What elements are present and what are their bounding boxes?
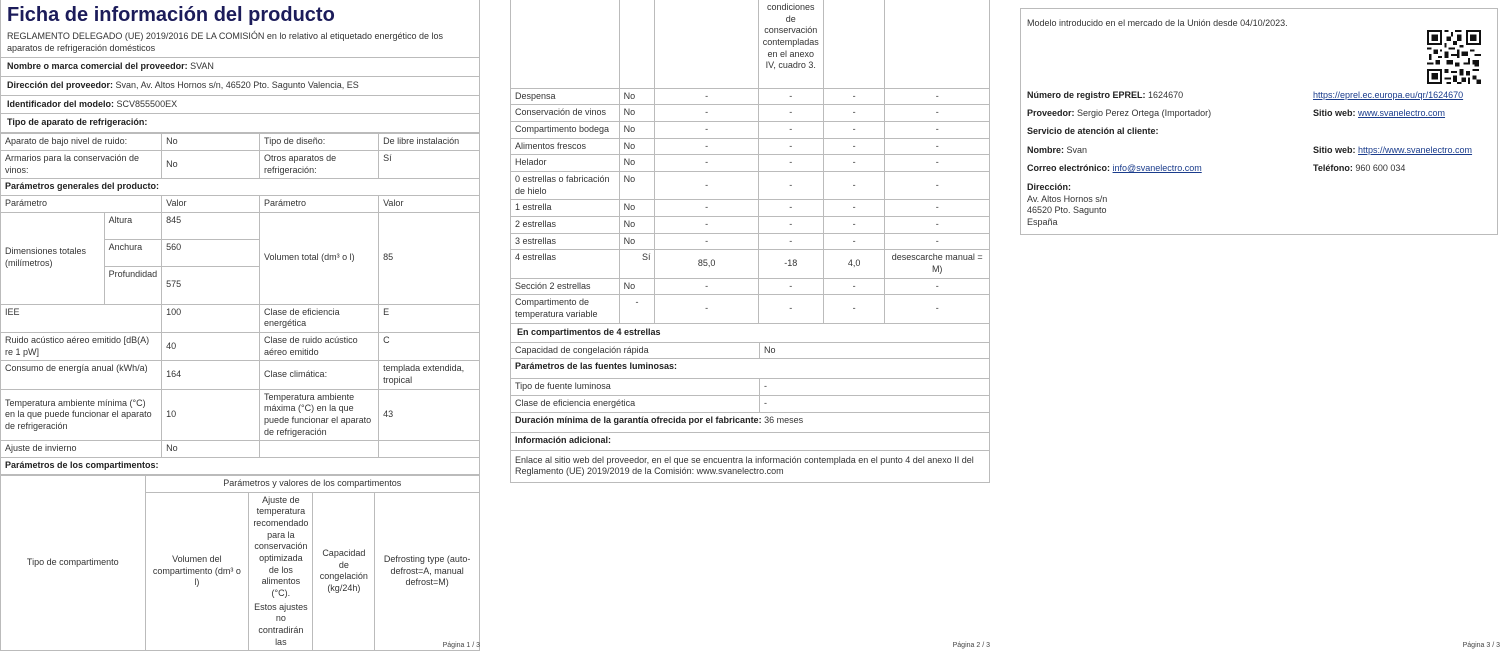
compartment-freeze-cell: -	[823, 278, 885, 295]
col-param-header: Parámetro	[1, 195, 162, 212]
other-value: Sí	[379, 150, 480, 178]
compartment-freeze-cell: -	[823, 121, 885, 138]
phone-row	[1313, 163, 1405, 175]
page-2	[510, 0, 990, 652]
compartment-volume-cell: -	[655, 200, 758, 217]
compartment-defrost-cell: -	[885, 278, 990, 295]
comp-type-header: Tipo de compartimento	[1, 475, 146, 651]
compartment-temp-cell: -	[758, 138, 823, 155]
compartment-volume-cell: -	[655, 233, 758, 250]
compartment-temp-cell: -	[758, 155, 823, 172]
warranty-value: 36 meses	[764, 414, 804, 425]
address-line-1: Av. Altos Hornos s/n	[1027, 193, 1108, 204]
climate-value: templada extendida, tropical	[379, 361, 480, 389]
compartment-temp-cell: -	[758, 217, 823, 234]
compartment-params-heading: Parámetros de los compartimentos:	[1, 458, 480, 475]
compartment-header-table	[0, 475, 480, 652]
supplier-address-row	[1, 76, 479, 95]
compartment-defrost-cell: -	[885, 200, 990, 217]
compartment-defrost-cell: -	[885, 88, 990, 105]
supplier-name-label: Nombre o marca comercial del proveedor:	[7, 61, 188, 72]
model-id-row	[1, 95, 479, 114]
fast-freeze-label: Capacidad de congelación rápida	[511, 343, 760, 359]
design-type-label: Tipo de diseño:	[260, 134, 379, 151]
eei-value: 100	[162, 304, 260, 332]
compartment-temp-cell: -	[758, 278, 823, 295]
comp-temp-header: Ajuste de temperatura recomendado para la conservación optimizada de los alimentos (°C).	[253, 494, 309, 598]
compartment-defrost-cell: -	[885, 217, 990, 234]
regulation-text: REGLAMENTO DELEGADO (UE) 2019/2016 DE LA COMISIÓN en lo relativo al etiquetado energético de los aparatos de refrigeración domésticos	[7, 31, 444, 53]
page-title: Ficha de información del producto	[0, 0, 480, 31]
noise-class-value: C	[379, 332, 480, 360]
email-link[interactable]: info@svanelectro.com	[1112, 163, 1202, 173]
wine-value: No	[162, 150, 260, 178]
low-noise-label: Aparato de bajo nivel de ruido:	[1, 134, 162, 151]
compartment-defrost-cell: -	[885, 295, 990, 323]
height-label: Altura	[104, 212, 162, 239]
email-label: Correo electrónico:	[1027, 163, 1111, 173]
compartment-volume-cell: 85,0	[655, 250, 758, 278]
model-id-value: SCV855500EX	[116, 98, 178, 109]
width-label: Anchura	[104, 239, 162, 266]
compartment-defrost-cell: -	[885, 233, 990, 250]
compartment-row	[511, 105, 990, 122]
name-value: Svan	[1066, 145, 1088, 155]
compartment-name-cell: 3 estrellas	[511, 233, 620, 250]
eprel-row	[1027, 90, 1183, 102]
energy-value: 164	[162, 361, 260, 389]
compartment-name-cell: Compartimento de temperatura variable	[511, 295, 620, 323]
compartment-row	[511, 88, 990, 105]
provider-label: Proveedor:	[1027, 108, 1075, 118]
eei-label: IEE	[1, 304, 162, 332]
supplier-address-value: Svan, Av. Altos Hornos s/n, 46520 Pto. Sagunto Valencia, ES	[115, 80, 359, 91]
compartment-temp-cell: -	[758, 121, 823, 138]
compartment-name-cell: 1 estrella	[511, 200, 620, 217]
compartment-volume-cell: -	[655, 278, 758, 295]
compartment-name-cell: 0 estrellas o fabricación de hielo	[511, 171, 620, 199]
compartment-row	[511, 200, 990, 217]
compartment-row	[511, 233, 990, 250]
depth-label: Profundidad	[104, 266, 162, 304]
page-number: Página 3 / 3	[1462, 641, 1500, 649]
params-table	[0, 133, 480, 475]
comp-defrost-header: Defrosting type (auto-defrost=A, manual defrost=M)	[375, 492, 480, 651]
appliance-type-heading: Tipo de aparato de refrigeración:	[1, 113, 479, 132]
winter-value: No	[162, 441, 260, 458]
compartment-present-cell: No	[619, 171, 655, 199]
website-link[interactable]: www.svanelectro.com	[1358, 108, 1446, 118]
col-value-header: Valor	[162, 195, 260, 212]
compartment-temp-cell: -	[758, 171, 823, 199]
warranty-label: Duración mínima de la garantía ofrecida por el fabricante:	[515, 414, 762, 425]
low-noise-value: No	[162, 134, 260, 151]
compartment-temp-cell: -	[758, 295, 823, 323]
energy-label: Consumo de energía anual (kWh/a)	[1, 361, 162, 389]
supplier-name-row	[1, 57, 479, 76]
col-param-header-2: Parámetro	[260, 195, 379, 212]
min-temp-value: 10	[162, 389, 260, 441]
compartment-row	[511, 171, 990, 199]
compartment-present-cell: No	[619, 200, 655, 217]
fast-freeze-value: No	[760, 343, 990, 359]
compartment-volume-cell: -	[655, 88, 758, 105]
compartment-volume-cell: -	[655, 138, 758, 155]
compartment-temp-cell: -	[758, 105, 823, 122]
other-label: Otros aparatos de refrigeración:	[260, 150, 379, 178]
supplier-name-value: SVAN	[190, 61, 214, 72]
energy-class-label: Clase de eficiencia energética	[260, 304, 379, 332]
address-block	[1027, 182, 1107, 229]
compartment-row	[511, 250, 990, 278]
compartment-volume-cell: -	[655, 155, 758, 172]
name-label: Nombre:	[1027, 145, 1065, 155]
comp-volume-header: Volumen del compartimento (dm³ o l)	[145, 492, 249, 651]
compartment-row	[511, 138, 990, 155]
compartment-defrost-cell: -	[885, 105, 990, 122]
comp-temp-header-cell	[249, 492, 313, 651]
compartment-freeze-cell: -	[823, 217, 885, 234]
compartment-defrost-cell: -	[885, 171, 990, 199]
compartment-temp-cell: -	[758, 233, 823, 250]
winter-label: Ajuste de invierno	[1, 441, 162, 458]
eprel-link[interactable]: https://eprel.ec.europa.eu/qr/1624670	[1313, 90, 1464, 100]
email-row	[1027, 163, 1202, 175]
page-3	[1020, 0, 1500, 652]
compartment-defrost-cell: -	[885, 138, 990, 155]
light-class-label: Clase de eficiencia energética	[511, 395, 760, 412]
compartment-row	[511, 155, 990, 172]
compartment-name-cell: Alimentos frescos	[511, 138, 620, 155]
website-label: Sitio web:	[1313, 108, 1356, 118]
compartment-freeze-cell: -	[823, 171, 885, 199]
compartment-present-cell: No	[619, 278, 655, 295]
light-class-value: -	[760, 395, 990, 412]
compartment-name-cell: Despensa	[511, 88, 620, 105]
eprel-value: 1624670	[1148, 90, 1184, 100]
general-params-heading: Parámetros generales del producto:	[1, 179, 480, 196]
name-row	[1027, 145, 1087, 157]
compartment-table	[510, 0, 990, 324]
four-star-heading: En compartimentos de 4 estrellas	[517, 326, 661, 337]
cont-empty-1	[511, 0, 620, 88]
website-row	[1313, 108, 1445, 120]
compartment-name-cell: Helador	[511, 155, 620, 172]
cont-empty-2	[619, 0, 655, 88]
cont-empty-5	[823, 0, 885, 88]
depth-value: 575	[162, 266, 260, 304]
additional-text: Enlace al sitio web del proveedor, en el que se encuentra la información contemplada en el punto 4 del anexo II del Reglamento (UE) 2019/2019 de la Comisión:	[515, 454, 974, 477]
compartment-row	[511, 217, 990, 234]
comp-freeze-header: Capacidad de congelación (kg/24h)	[313, 492, 375, 651]
compartment-present-cell: No	[619, 121, 655, 138]
compartment-temp-cell: -	[758, 88, 823, 105]
phone-value: 960 600 034	[1355, 163, 1406, 173]
fast-freeze-table	[510, 343, 990, 483]
height-value: 845	[162, 212, 260, 239]
provider-row	[1027, 108, 1211, 120]
climate-label: Clase climática:	[260, 361, 379, 389]
model-id-label: Identificador del modelo:	[7, 98, 115, 109]
website2-link[interactable]: https://www.svanelectro.com	[1358, 145, 1473, 155]
compartment-freeze-cell: 4,0	[823, 250, 885, 278]
compartment-freeze-cell: -	[823, 295, 885, 323]
additional-heading: Información adicional:	[511, 432, 990, 450]
col-value-header-2: Valor	[379, 195, 480, 212]
comp-temp-header-2: Estos ajustes no contradirán las	[254, 601, 308, 647]
website2-label: Sitio web:	[1313, 145, 1356, 155]
supplier-address-label: Dirección del proveedor:	[7, 80, 114, 91]
cont-empty-3	[655, 0, 758, 88]
address-line-3: España	[1027, 217, 1058, 228]
compartment-present-cell: No	[619, 233, 655, 250]
eprel-label: Número de registro EPREL:	[1027, 90, 1146, 100]
volume-label: Volumen total (dm³ o l)	[260, 212, 379, 304]
additional-url[interactable]: www.svanelectro.com	[696, 466, 784, 477]
compartment-row	[511, 121, 990, 138]
compartment-name-cell: Compartimento bodega	[511, 121, 620, 138]
compartment-volume-cell: -	[655, 105, 758, 122]
compartment-defrost-cell: -	[885, 121, 990, 138]
compartment-name-cell: Conservación de vinos	[511, 105, 620, 122]
winter-empty-1	[260, 441, 379, 458]
design-type-value: De libre instalación	[379, 134, 480, 151]
info-box	[1020, 8, 1498, 235]
winter-empty-2	[379, 441, 480, 458]
width-value: 560	[162, 239, 260, 266]
additional-row	[511, 450, 990, 482]
light-params-heading: Parámetros de las fuentes luminosas:	[511, 359, 990, 379]
service-heading: Servicio de atención al cliente:	[1027, 126, 1159, 136]
compartment-name-cell: Sección 2 estrellas	[511, 278, 620, 295]
compartment-defrost-cell: -	[885, 155, 990, 172]
max-temp-label: Temperatura ambiente máxima (°C) en la que puede funcionar el aparato de refrigeración	[260, 389, 379, 441]
compartment-temp-cell: -18	[758, 250, 823, 278]
compartment-freeze-cell: -	[823, 200, 885, 217]
compartment-row	[511, 278, 990, 295]
compartment-volume-cell: -	[655, 121, 758, 138]
dims-label: Dimensiones totales (milímetros)	[1, 212, 105, 304]
light-type-label: Tipo de fuente luminosa	[511, 379, 760, 396]
min-temp-label: Temperatura ambiente mínima (°C) en la que puede funcionar el aparato de refrigeración	[1, 389, 162, 441]
compartment-volume-cell: -	[655, 217, 758, 234]
compartment-present-cell: No	[619, 105, 655, 122]
wine-label: Armarios para la conservación de vinos:	[1, 150, 162, 178]
compartment-volume-cell: -	[655, 171, 758, 199]
light-type-value: -	[760, 379, 990, 396]
compartment-defrost-cell: desescarche manual = M)	[885, 250, 990, 278]
provider-value: Sergio Perez Ortega (Importador)	[1077, 108, 1212, 118]
page-number: Página 2 / 3	[952, 641, 990, 649]
compartment-present-cell: No	[619, 88, 655, 105]
noise-value: 40	[162, 332, 260, 360]
max-temp-value: 43	[379, 389, 480, 441]
compartment-freeze-cell: -	[823, 155, 885, 172]
compartment-freeze-cell: -	[823, 233, 885, 250]
noise-class-label: Clase de ruido acústico aéreo emitido	[260, 332, 379, 360]
address-label: Dirección:	[1027, 182, 1072, 192]
compartment-name-cell: 2 estrellas	[511, 217, 620, 234]
compartment-temp-cell: -	[758, 200, 823, 217]
compartment-present-cell: No	[619, 138, 655, 155]
page-number: Página 1 / 3	[442, 641, 480, 649]
website2-row	[1313, 145, 1472, 157]
compartment-present-cell: No	[619, 217, 655, 234]
compartment-freeze-cell: -	[823, 88, 885, 105]
comp-values-header: Parámetros y valores de los compartimentos	[145, 475, 479, 492]
noise-label: Ruido acústico aéreo emitido [dB(A) re 1 pW]	[1, 332, 162, 360]
compartment-present-cell: No	[619, 155, 655, 172]
compartment-freeze-cell: -	[823, 138, 885, 155]
energy-class-value: E	[379, 304, 480, 332]
cont-empty-6	[885, 0, 990, 88]
compartment-volume-cell: -	[655, 295, 758, 323]
compartment-present-cell: -	[619, 295, 655, 323]
address-line-2: 46520 Pto. Sagunto	[1027, 205, 1107, 216]
page-1	[0, 0, 480, 652]
comp-temp-header-continuation: condiciones de conservación contempladas en el anexo IV, cuadro 3.	[758, 0, 823, 88]
market-text: Modelo introducido en el mercado de la Unión desde 04/10/2023.	[1027, 18, 1288, 28]
compartment-freeze-cell: -	[823, 105, 885, 122]
compartment-name-cell: 4 estrellas	[511, 250, 620, 278]
compartment-row	[511, 295, 990, 323]
phone-label: Teléfono:	[1313, 163, 1353, 173]
qr-code-icon	[1427, 30, 1481, 84]
volume-value: 85	[379, 212, 480, 304]
warranty-row	[511, 412, 990, 432]
compartment-present-cell: Sí	[619, 250, 655, 278]
